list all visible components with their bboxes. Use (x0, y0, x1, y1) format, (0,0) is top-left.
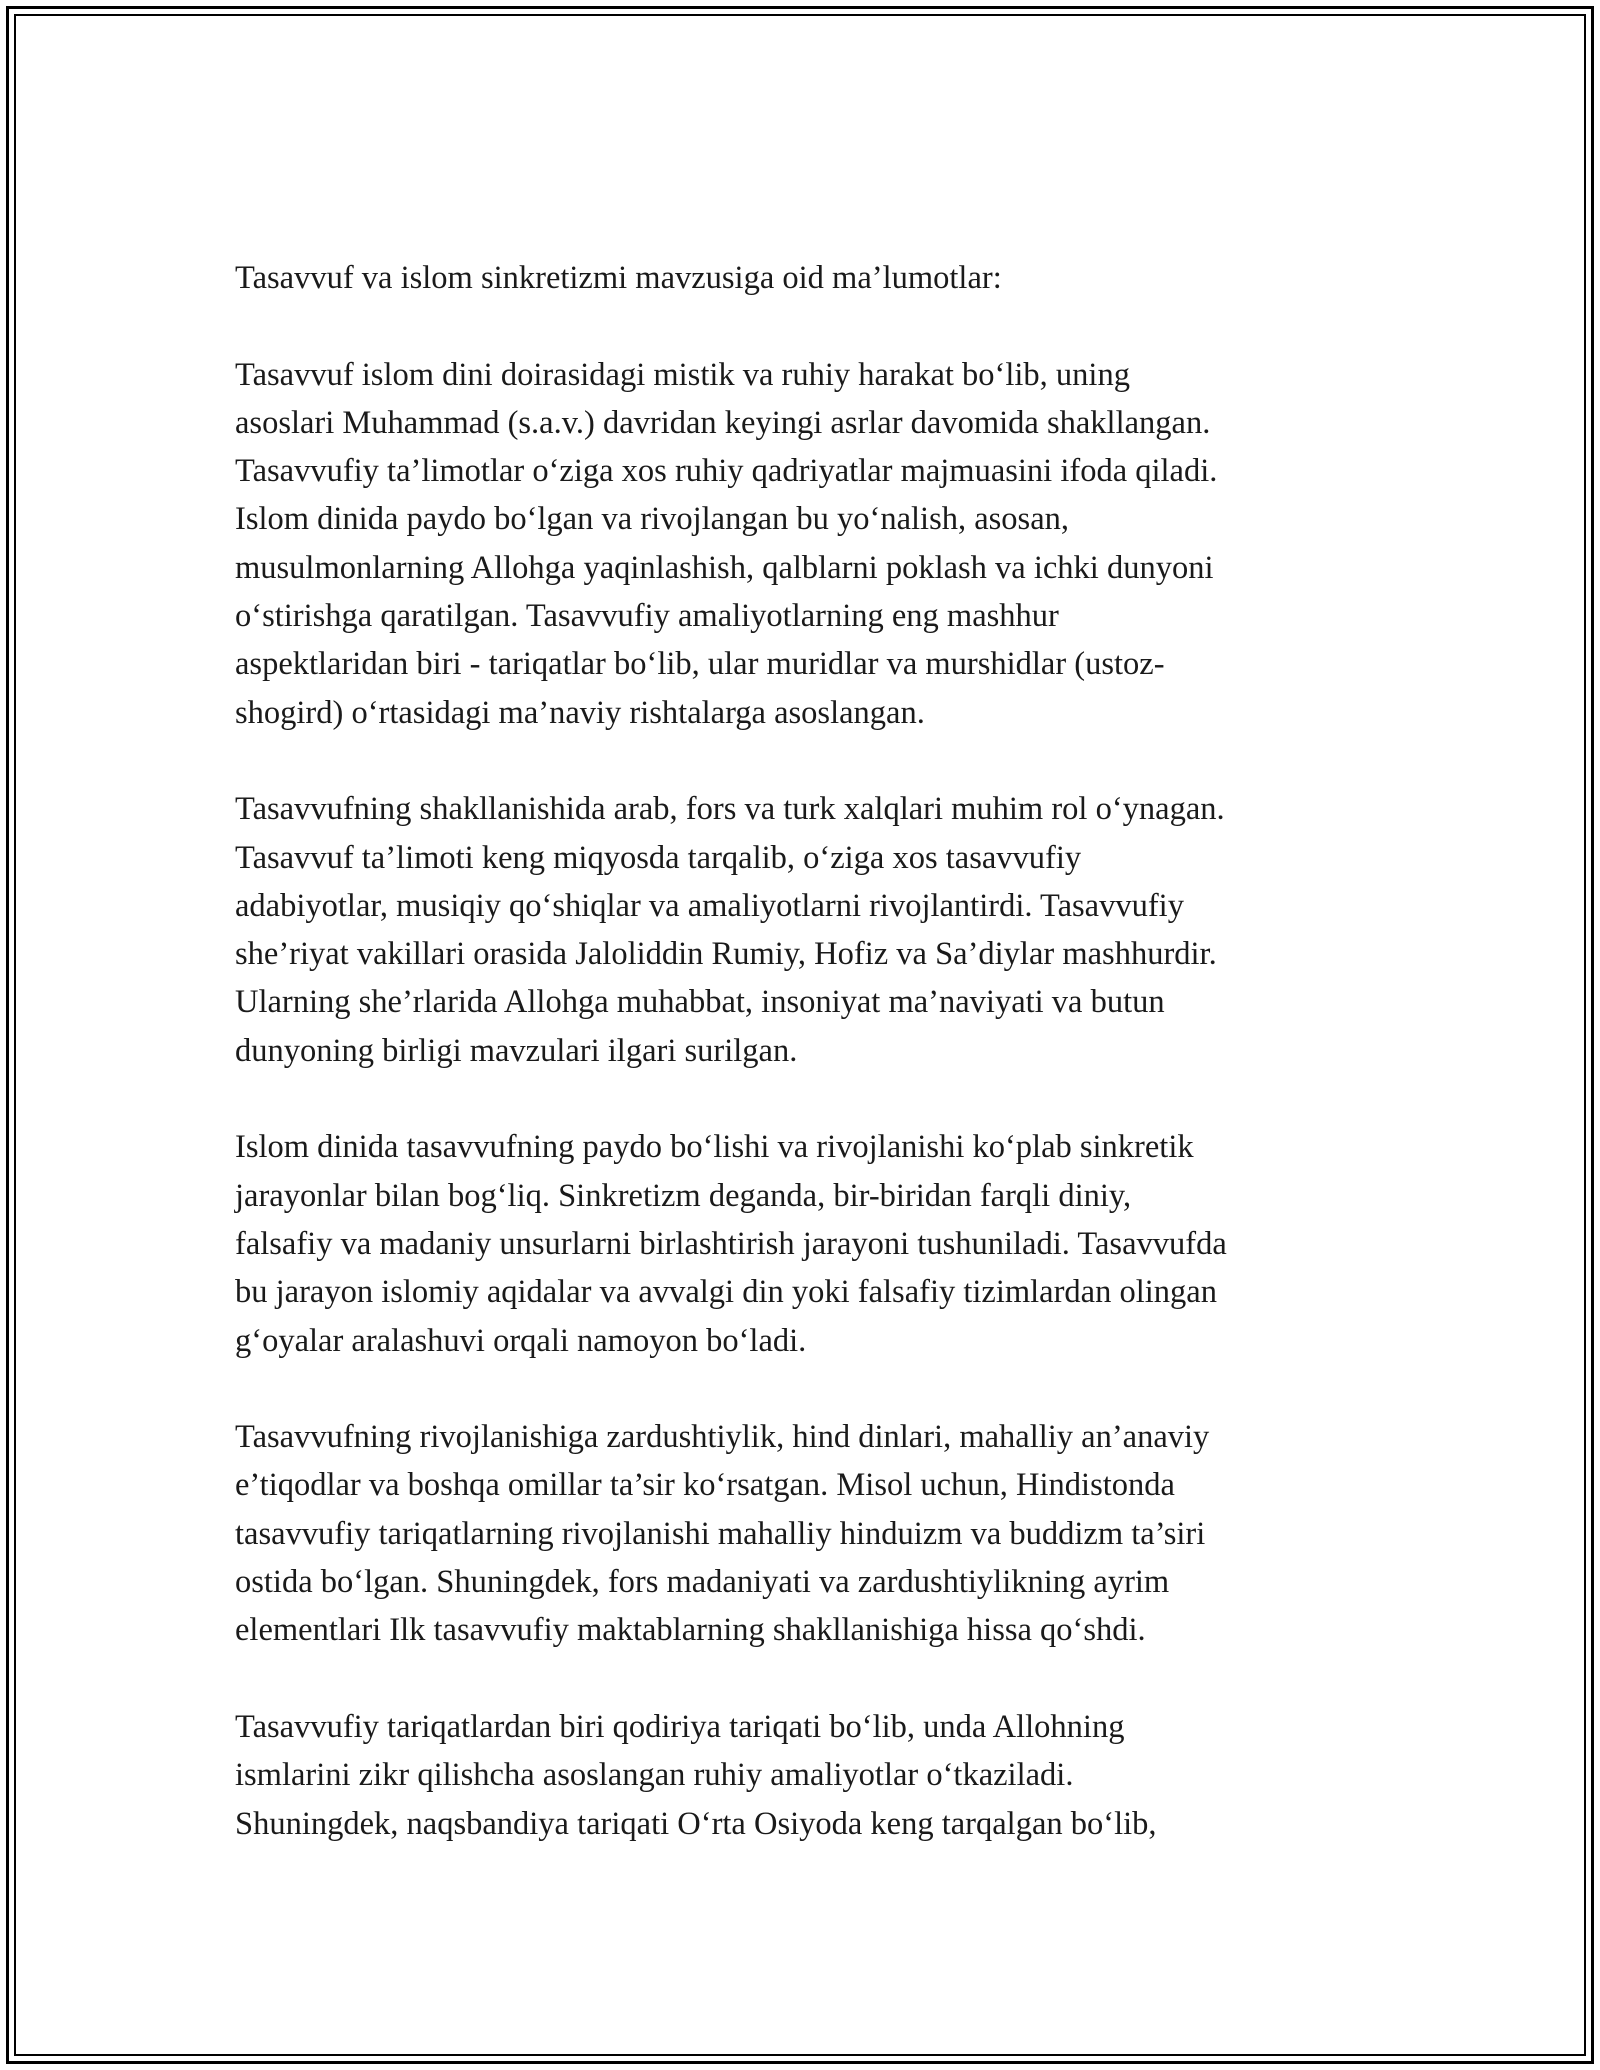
paragraph-line: jarayonlar bilan bog‘liq. Sinkretizm deganda, bir-biridan farqli diniy, (235, 1177, 1132, 1214)
paragraph-line: musulmonlarning Allohga yaqinlashish, qalblarni poklash va ichki dunyoni (235, 549, 1214, 586)
paragraph-line: elementlari Ilk tasavvufiy maktablarning shakllanishiga hissa qo‘shdi. (235, 1612, 1146, 1649)
paragraph-line: Tasavvuf islom dini doirasidagi mistik va ruhiy harakat bo‘lib, uning (235, 356, 1130, 393)
paragraph-5 (235, 1703, 1370, 1848)
paragraph-line: Islom dinida tasavvufning paydo bo‘lishi va rivojlanishi ko‘plab sinkretik (235, 1129, 1194, 1166)
paragraph-line: Tasavvufiy ta’limotlar o‘ziga xos ruhiy qadriyatlar majmuasini ifoda qiladi. (235, 453, 1218, 490)
paragraph-line: Tasavvufiy tariqatlardan biri qodiriya tariqati bo‘lib, unda Allohning (235, 1708, 1125, 1745)
paragraph-line: dunyoning birligi mavzulari ilgari surilgan. (235, 1032, 798, 1069)
paragraph-line: o‘stirishga qaratilgan. Tasavvufiy amaliyotlarning eng mashhur (235, 598, 1059, 635)
paragraph-line: Ularning she’rlarida Allohga muhabbat, insoniyat ma’naviyati va butun (235, 984, 1165, 1021)
paragraph-line: Shuningdek, naqsbandiya tariqati O‘rta Osiyoda keng tarqalgan bo‘lib, (235, 1805, 1157, 1842)
paragraph-line: shogird) o‘rtasidagi ma’naviy rishtalarga asoslangan. (235, 694, 925, 731)
paragraph-line: tasavvufiy tariqatlarning rivojlanishi mahalliy hinduizm va buddizm ta’siri (235, 1515, 1206, 1552)
paragraph-line: ostida bo‘lgan. Shuningdek, fors madaniyati va zardushtiylikning ayrim (235, 1564, 1170, 1601)
paragraph-line: g‘oyalar aralashuvi orqali namoyon bo‘ladi. (235, 1322, 807, 1359)
paragraph-line: falsafiy va madaniy unsurlarni birlashtirish jarayoni tushuniladi. Tasavvufda (235, 1225, 1227, 1262)
paragraph-line: ismlarini zikr qilishcha asoslangan ruhiy amaliyotlar o‘tkaziladi. (235, 1757, 1074, 1794)
paragraph-line: adabiyotlar, musiqiy qo‘shiqlar va amaliyotlarni rivojlantirdi. Tasavvufiy (235, 887, 1184, 924)
paragraph-line: Islom dinida paydo bo‘lgan va rivojlangan bu yo‘nalish, asosan, (235, 501, 1070, 538)
paragraph-line: Tasavvuf ta’limoti keng miqyosda tarqalib, o‘ziga xos tasavvufiy (235, 839, 1082, 876)
paragraph-1 (235, 351, 1370, 737)
paragraph-line: asoslari Muhammad (s.a.v.) davridan keyingi asrlar davomida shakllangan. (235, 404, 1211, 441)
paragraph-line: Tasavvufning rivojlanishiga zardushtiylik, hind dinlari, mahalliy an’anaviy (235, 1419, 1210, 1456)
paragraph-line: Tasavvufning shakllanishida arab, fors va turk xalqlari muhim rol o‘ynagan. (235, 791, 1225, 828)
paragraph-line: bu jarayon islomiy aqidalar va avvalgi din yoki falsafiy tizimlardan olingan (235, 1274, 1217, 1311)
document-heading: Tasavvuf va islom sinkretizmi mavzusiga oid ma’lumotlar: (235, 260, 1002, 296)
paragraph-3 (235, 1123, 1370, 1364)
paragraph-line: e’tiqodlar va boshqa omillar ta’sir ko‘rsatgan. Misol uchun, Hindistonda (235, 1467, 1175, 1504)
paragraph-2 (235, 785, 1370, 1075)
paragraph-line: she’riyat vakillari orasida Jaloliddin Rumiy, Hofiz va Sa’diylar mashhurdir. (235, 936, 1217, 973)
document-body (235, 254, 1370, 1896)
paragraph-4 (235, 1413, 1370, 1654)
paragraph-line: aspektlaridan biri - tariqatlar bo‘lib, ular muridlar va murshidlar (ustoz- (235, 646, 1165, 683)
